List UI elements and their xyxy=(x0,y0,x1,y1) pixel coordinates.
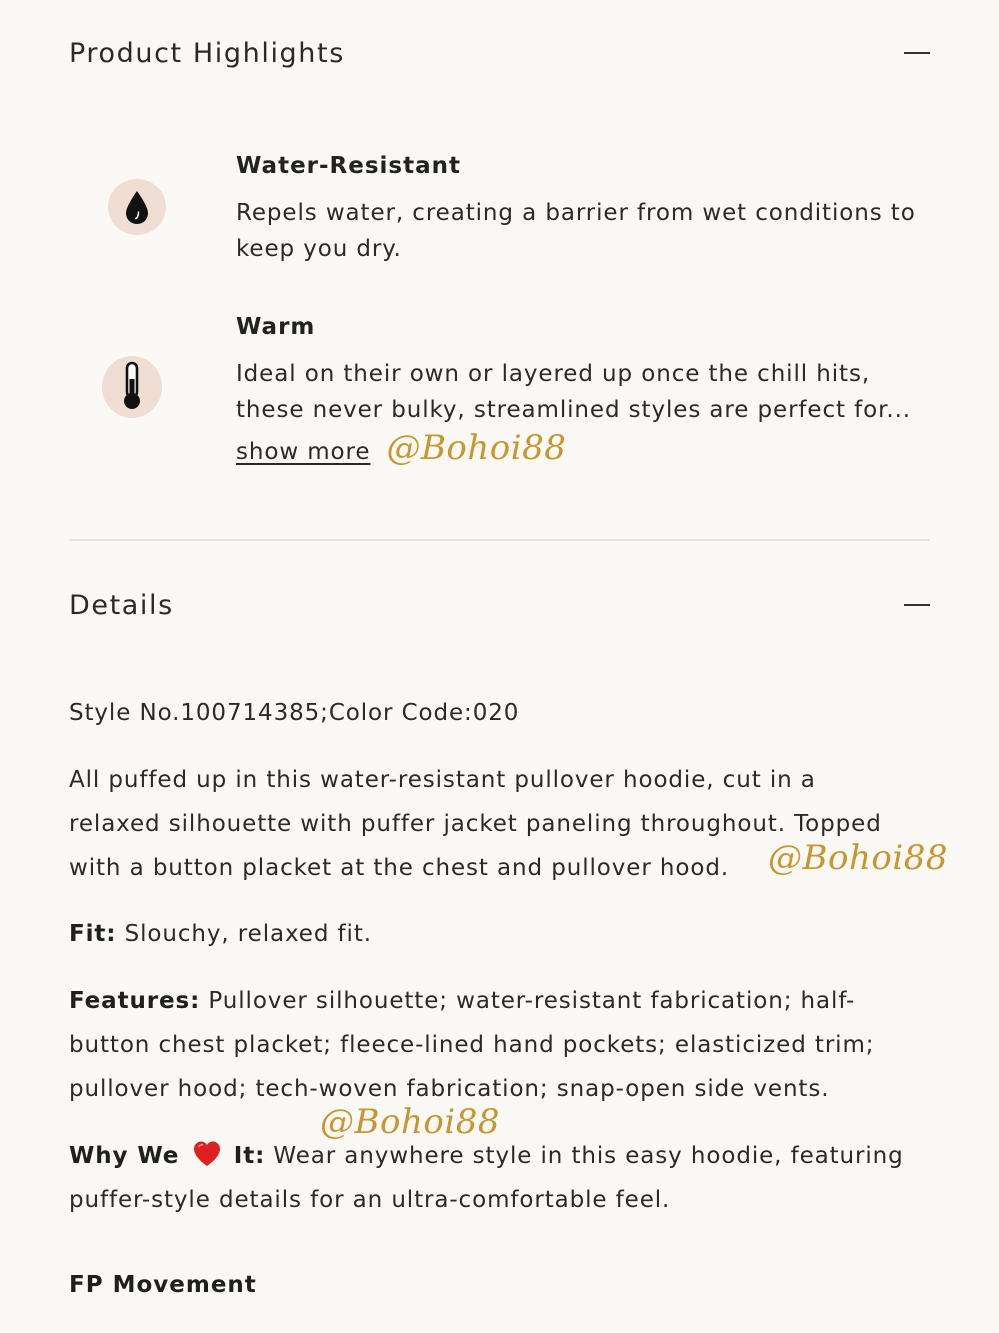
highlight-desc-line: Ideal on their own or layered up once the chill hits, xyxy=(236,361,871,387)
details-title: Details xyxy=(69,589,174,621)
fit-label: Fit: xyxy=(69,921,117,947)
why-we-love-it xyxy=(69,1134,949,1222)
highlight-description xyxy=(236,356,936,428)
show-more-link[interactable]: show more xyxy=(236,439,371,465)
features-line: pullover hood; tech-woven fabrication; snap-open side vents. xyxy=(69,1076,830,1102)
collapse-icon[interactable] xyxy=(904,604,930,606)
highlight-title: Water-Resistant xyxy=(236,153,462,179)
description-line: with a button placket at the chest and pullover hood. xyxy=(69,855,730,881)
heart-icon xyxy=(192,1140,222,1168)
features-info xyxy=(69,979,949,1111)
why-line: puffer-style details for an ultra-comfortable feel. xyxy=(69,1187,671,1213)
show-more-row xyxy=(236,428,936,468)
why-line: Wear anywhere style in this easy hoodie, featuring xyxy=(265,1143,904,1169)
features-label: Features: xyxy=(69,988,201,1014)
highlight-title: Warm xyxy=(236,314,316,340)
fit-info xyxy=(69,912,949,956)
style-number: Style No.100714385;Color Code:020 xyxy=(69,700,520,726)
why-label: Why We xyxy=(69,1143,180,1169)
fit-text: Slouchy, relaxed fit. xyxy=(116,921,372,947)
description-line: relaxed silhouette with puffer jacket paneling throughout. Topped xyxy=(69,811,882,837)
highlight-desc-line: these never bulky, streamlined styles are perfect for... xyxy=(236,397,911,423)
description-line: All puffed up in this water-resistant pullover hoodie, cut in a xyxy=(69,767,816,793)
product-highlights-title: Product Highlights xyxy=(69,37,345,69)
product-highlights-header[interactable] xyxy=(69,33,930,73)
watermark: @Bohoi88 xyxy=(320,1102,500,1142)
brand-name: FP Movement xyxy=(69,1272,257,1298)
details-header[interactable] xyxy=(69,585,930,625)
features-line: button chest placket; fleece-lined hand pockets; elasticized trim; xyxy=(69,1032,875,1058)
features-line: Pullover silhouette; water-resistant fabrication; half- xyxy=(200,988,856,1014)
thermometer-icon xyxy=(101,353,163,419)
collapse-icon[interactable] xyxy=(904,52,930,54)
highlight-desc-line: Repels water, creating a barrier from wet conditions to xyxy=(236,200,916,226)
watermark: @Bohoi88 xyxy=(768,838,948,878)
highlight-description xyxy=(236,195,936,267)
highlight-desc-line: keep you dry. xyxy=(236,236,402,262)
water-drop-icon xyxy=(107,177,167,237)
section-divider xyxy=(69,539,930,541)
watermark: @Bohoi88 xyxy=(386,428,567,468)
why-label-end: It: xyxy=(233,1143,266,1169)
